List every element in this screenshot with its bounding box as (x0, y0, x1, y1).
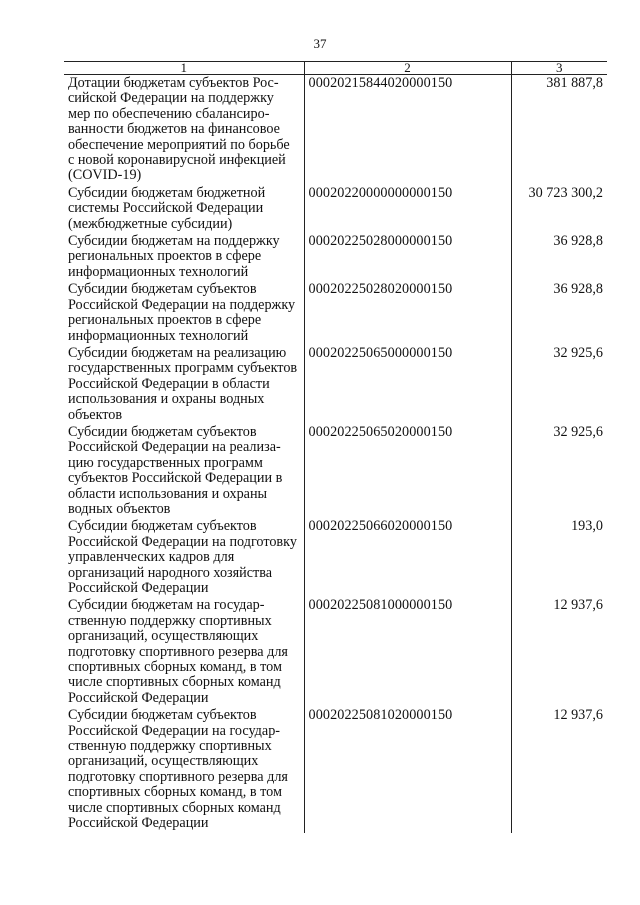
row-code: 00020225065020000150 (304, 424, 511, 518)
row-name: Субсидии бюджетам субъектов Российской Федерации на поддержку региональных проектов в сфере информационных технологий (64, 281, 304, 345)
row-value: 32 925,6 (553, 344, 603, 361)
row-name: Дотации бюджетам субъектов Российской Федерации на поддержку мер по обеспечению сбалансированности бюджетов на финансовое обеспечение мероприятий по борьбе с новой коронавирусной инфекцией (COVID-19) (64, 75, 304, 185)
row-name: Субсидии бюджетам на реализацию государственных программ субъектов Российской Федерации в области использования и охраны водных объектов (64, 345, 304, 424)
row-code: 00020225081000000150 (304, 597, 511, 707)
row-name: Субсидии бюджетам бюджетной системы Российской Федерации (межбюджетные субсидии) (64, 185, 304, 233)
column-header-2: 2 (304, 62, 511, 75)
row-name: Субсидии бюджетам на поддержку региональных проектов в сфере информационных технологий (64, 233, 304, 281)
row-value: 36 928,8 (553, 233, 603, 250)
row-code: 00020225081020000150 (304, 707, 511, 832)
table-row (64, 518, 607, 597)
row-value: 193,0 (571, 518, 603, 535)
row-value: 32 925,6 (553, 423, 603, 440)
row-value: 36 928,8 (553, 281, 603, 298)
row-code: 00020220000000000150 (304, 185, 511, 233)
table-row (64, 75, 607, 185)
table-row (64, 707, 607, 832)
row-name: Субсидии бюджетам субъектов Российской Федерации на подготовку управленческих кадров для организаций народного хозяйства Российской Федерации (64, 518, 304, 597)
table-row (64, 281, 607, 345)
table-row (64, 233, 607, 281)
header-row (64, 62, 607, 75)
row-code: 00020225028000000150 (304, 233, 511, 281)
row-code: 00020225065000000150 (304, 345, 511, 424)
row-value: 30 723 300,2 (528, 184, 603, 201)
table-row (64, 597, 607, 707)
table-row (64, 345, 607, 424)
column-header-1: 1 (64, 62, 304, 75)
column-header-3: 3 (511, 62, 607, 75)
table-row (64, 185, 607, 233)
row-value: 12 937,6 (553, 707, 603, 724)
row-name: Субсидии бюджетам на государственную поддержку спортивных организаций, осуществляющих подготовку спортивного резерва для спортивных сборных команд, в том числе спортивных сборных команд Российской Федерации (64, 597, 304, 707)
row-code: 00020225028020000150 (304, 281, 511, 345)
page-number: 37 (313, 36, 327, 51)
row-code: 00020215844020000150 (304, 75, 511, 185)
row-name: Субсидии бюджетам субъектов Российской Федерации на государственную поддержку спортивных организаций, осуществляющих подготовку спортивного резерва для спортивных сборных команд, в том числе спортивных сборных команд Российской Федерации (64, 707, 304, 832)
row-name: Субсидии бюджетам субъектов Российской Федерации на реализацию государственных программ субъектов Российской Федерации в области использования и охраны водных объектов (64, 424, 304, 518)
row-value: 381 887,8 (546, 75, 603, 91)
row-code: 00020225066020000150 (304, 518, 511, 597)
table-row (64, 424, 607, 518)
row-value: 12 937,6 (553, 597, 603, 614)
budget-table (64, 61, 607, 833)
